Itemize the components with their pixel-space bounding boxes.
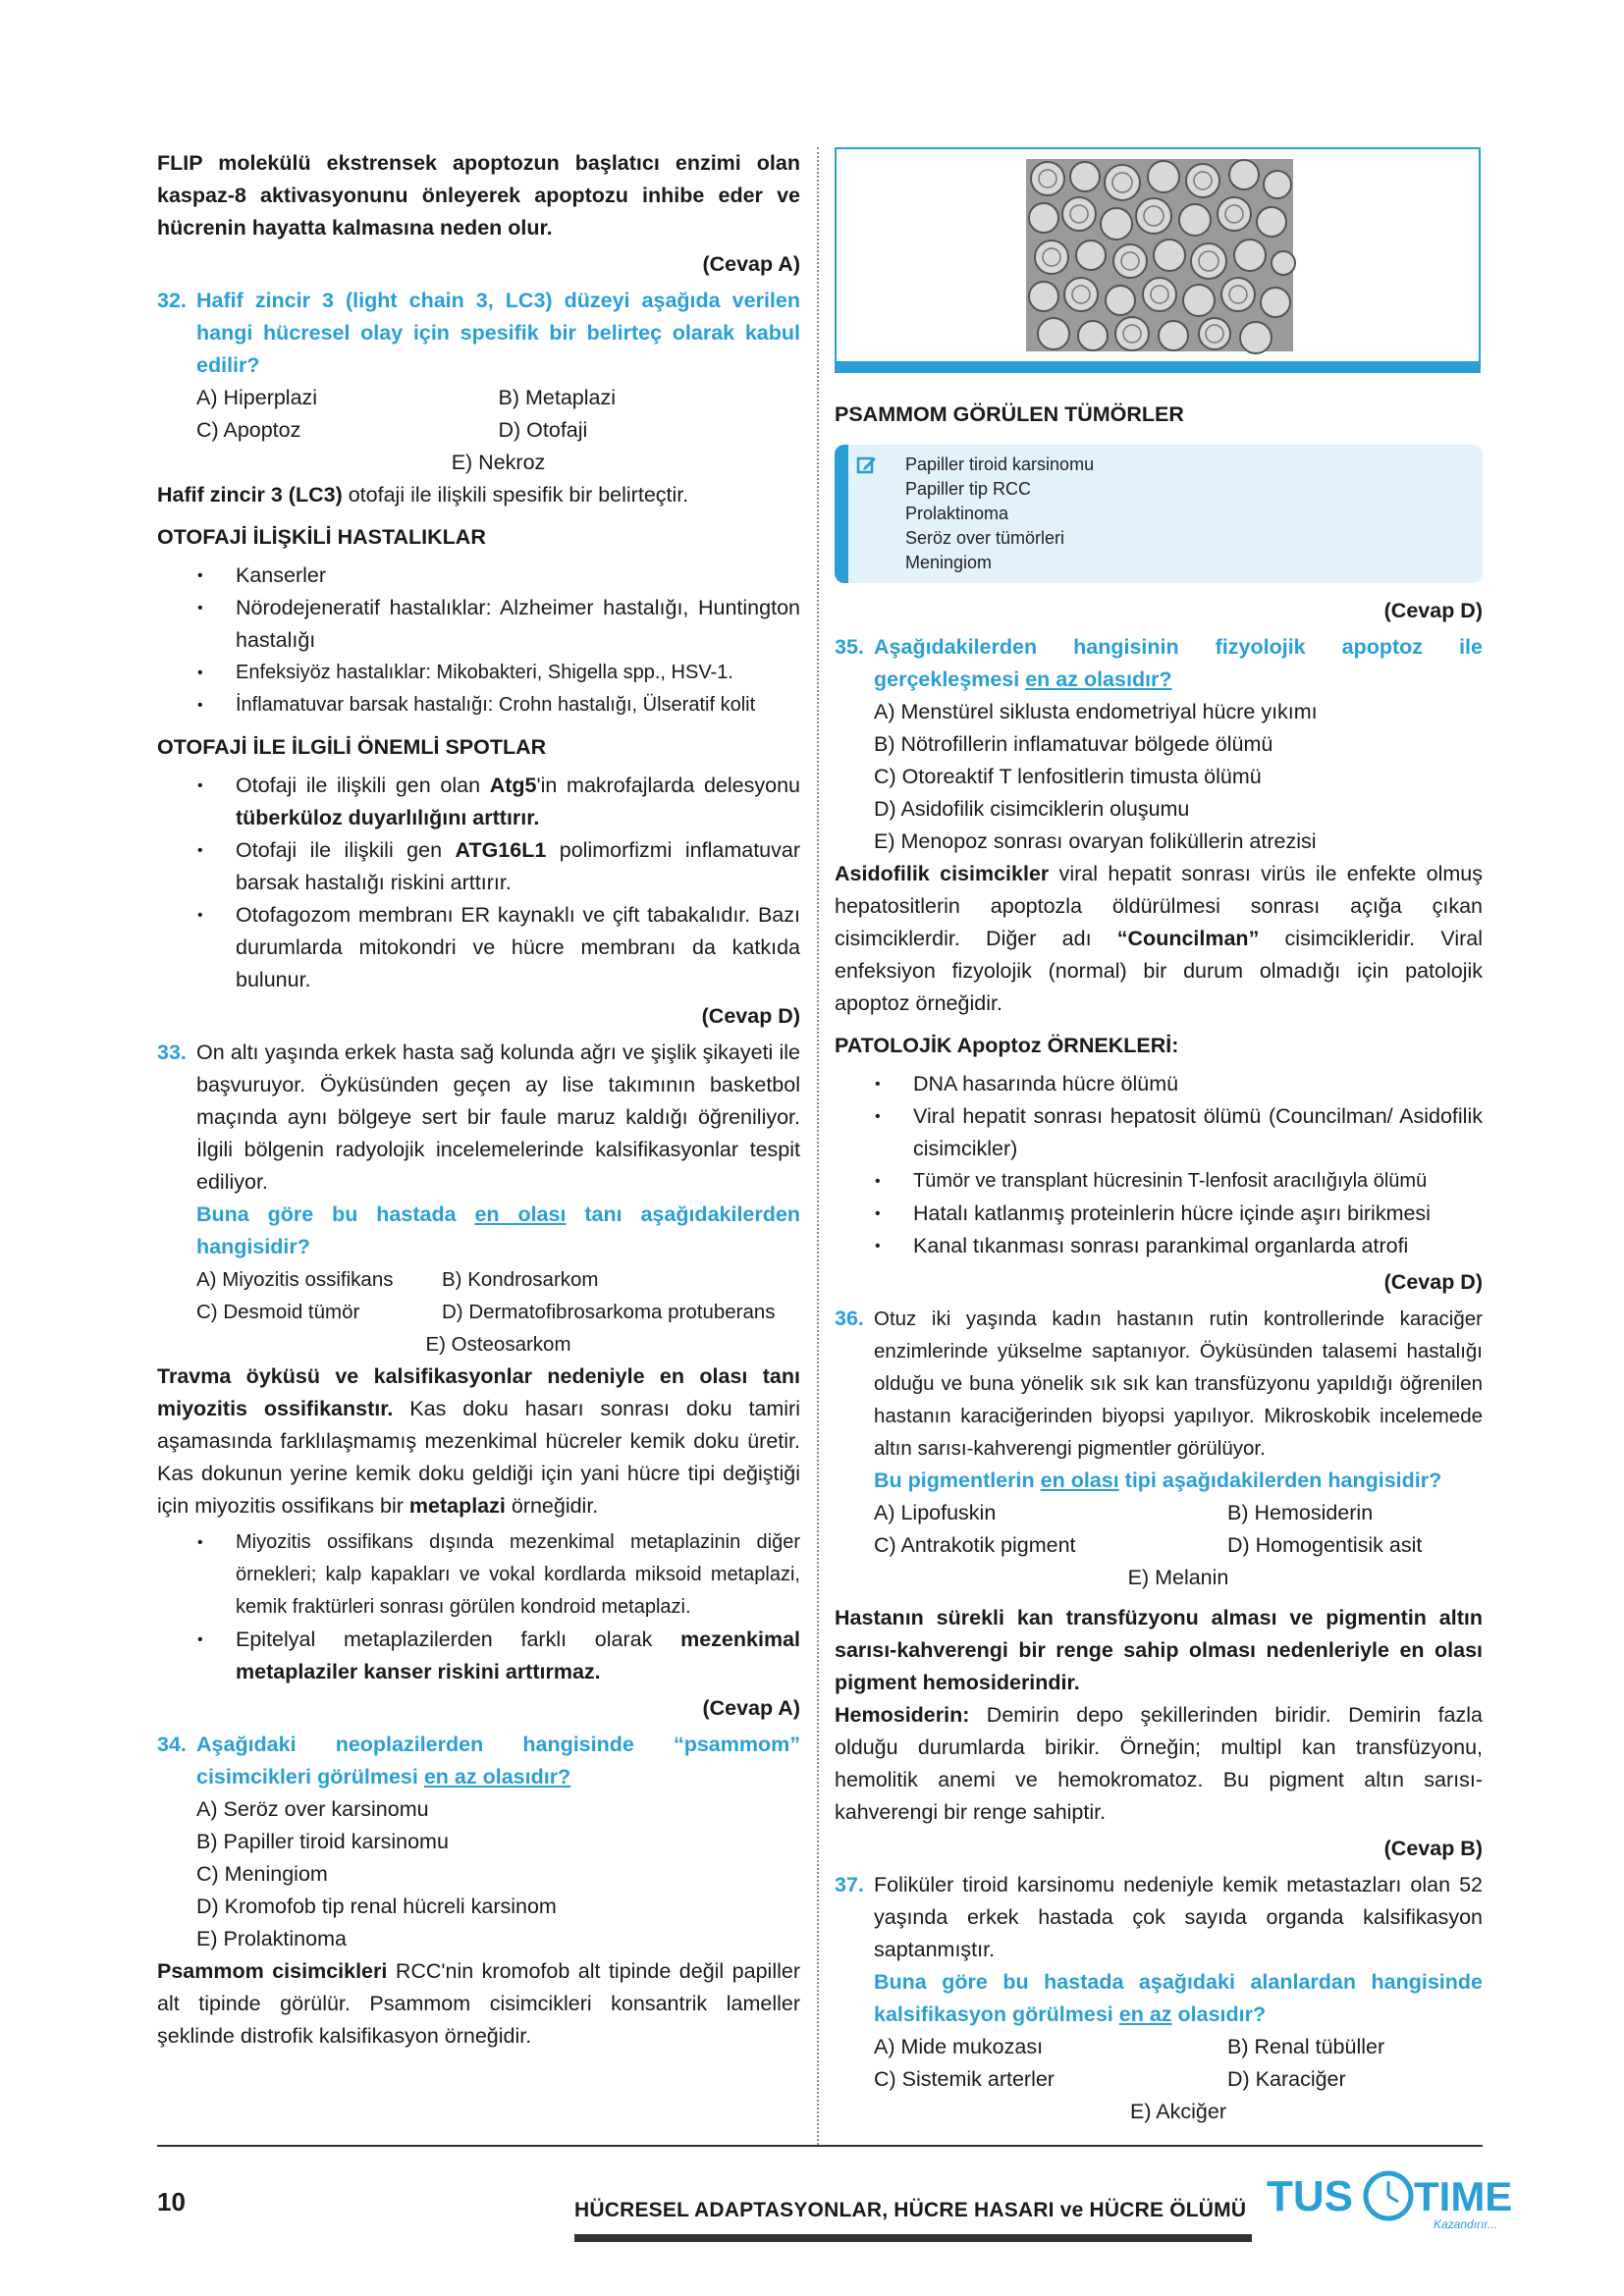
psammom-note-box [835,445,1483,583]
list-item: • Kanserler [236,560,800,592]
option-b: B) Kondrosarkom [442,1268,599,1291]
psammom-item: Seröz over tümörleri [905,528,1065,548]
option-e: E) Menopoz sonrası ovaryan foliküllerin atrezisi [874,829,1317,853]
question-32 [157,285,800,382]
heading-otofaji-spotlar: OTOFAJİ İLE İLGİLİ ÖNEMLİ SPOTLAR [157,735,547,759]
question-35 [835,631,1483,696]
explanation-text: Demirin depo şekillerinden biridir. Demirin fazla olduğu durumlarda birikir. Örneğin; multipl kan transfüzyonu, hemolitik anemi ve hemokromatoz. Bu pigment altın sarısı-kahverengi bir renge sahiptir. [835,1703,1483,1824]
option-b: B) Renal tübüller [1227,2035,1385,2058]
option-c: C) Meningiom [196,1862,328,1886]
micrograph-frame [835,147,1481,373]
otofaji-list [157,560,800,721]
option-c: C) Desmoid tümör [196,1301,360,1323]
question-ask: Bu pigmentlerin [874,1468,1041,1492]
logo-tus: TUS [1267,2172,1353,2220]
list-item: • Miyozitis ossifikans dışında mezenkimal metaplazinin diğer örnekleri; kalp kapakları ve vokal kordlarda miksoid metaplazi, kemik fraktürleri sonrası görülen kondroid metaplazi. [236,1526,800,1624]
question-stem: Otuz iki yaşında kadın hastanın rutin kontrollerinde karaciğer enzimlerinde yükselme saptanıyor. Öyküsünden talasemi hastalığı olduğu ve buna yönelik sık sık kan transfüzyonu yapıldığı öğrenilen hastanın karaciğerinden biyopsi yapılıyor. Mikroskobik incelemede altın sarısı-kahverengi pigmentler görülüyor. [874,1308,1483,1460]
question-ask: olasıdır? [1171,2002,1267,2026]
explanation-text: cisimcikleridir. Viral enfeksiyon fizyolojik (normal) bir durum olmadığı için patolojik apoptoz örneğidir. [835,927,1483,1015]
explanation-text: otofaji ile ilişkili spesifik bir belirteçtir. [342,483,689,507]
question-ask: Aşağıdaki neoplazilerden hangisinde “psammom” cisimcikleri görülmesi [196,1733,800,1789]
explanation-text: viral hepatit sonrası virüs ile enfekte olmuş hepatositlerin apoptozla öldürülmesi sonrası açığa çıkan cisimciklerdir. Diğer adı [835,862,1483,950]
right-column [835,147,1483,2128]
footer-bar [574,2234,1252,2242]
spot-text: Otofaji ile ilişkili gen olan [236,774,490,797]
tustime-logo [1267,2165,1513,2234]
question-36 [835,1303,1483,1465]
gene-name: ATG16L1 [455,838,547,862]
list-text: Epitelyal metaplazilerden farklı olarak [236,1628,681,1651]
page-number: 10 [157,2187,186,2216]
answer-36: (Cevap B) [1383,1837,1483,1860]
question-ask-underline: en olası [1040,1468,1119,1492]
explanation-32 [157,479,800,511]
question-ask: Aşağıdakilerden hangisinin fizyolojik apoptoz ile gerçekleşmesi [874,635,1483,691]
option-a: A) Lipofuskin [874,1501,997,1524]
intro-text: FLIP molekülü ekstrensek apoptozun başlatıcı enzimi olan kaspaz-8 aktivasyonunu önleyerek apoptozu inhibe eder ve hücrenin hayatta kalmasına neden olur. [157,151,800,240]
question-37-ask [835,1966,1483,2031]
explanation-bold: Asidofilik cisimcikler [835,862,1050,885]
clock-icon [1366,2173,1411,2218]
options-32 [157,382,800,447]
question-number: 33. [157,1041,187,1064]
option-c: C) Otoreaktif T lenfositlerin timusta ölümü [874,765,1262,788]
explanation-bold: “Councilman” [1116,927,1260,950]
spot-bold: tüberküloz duyarlılığını arttırır. [236,806,540,829]
explanation-36-bold: Hastanın sürekli kan transfüzyonu alması ve pigmentin altın sarısı-kahverengi bir renge sahip olması nedenleriyle en olası pigment hemosiderindir. [835,1606,1483,1694]
option-e: E) Nekroz [451,451,546,474]
option-e: E) Akciğer [1130,2100,1226,2123]
question-number: 37. [835,1873,864,1896]
list-item: • Tümör ve transplant hücresinin T-lenfosit aracılığıyla ölümü [913,1165,1483,1198]
answer-34: (Cevap D) [1383,599,1483,622]
question-ask: Buna göre bu hastada aşağıdaki alanlardan hangisinde kalsifikasyon görülmesi [874,1970,1483,2026]
psammom-item: Papiller tip RCC [905,479,1032,499]
option-d: D) Asidofilik cisimciklerin oluşumu [874,797,1190,821]
list-item [236,1624,800,1688]
patolojik-list [835,1068,1483,1262]
option-b: B) Metaplazi [498,386,616,409]
question-34 [157,1729,800,1793]
list-item: • Viral hepatit sonrası hepatosit ölümü (Councilman/ Asidofilik cisimcikler) [913,1100,1483,1165]
question-ask: tanı aşağıdakilerden hangisidir? [196,1202,800,1258]
option-b: B) Papiller tiroid karsinomu [196,1830,449,1853]
question-number: 32. [157,289,187,312]
spot-text: polimorfizmi inflamatuvar barsak hastalığı riskini arttırır. [236,838,801,894]
options-33 [157,1263,800,1328]
psammom-item: Papiller tiroid karsinomu [905,454,1095,474]
spot-list [157,770,800,996]
explanation-36 [835,1699,1483,1829]
psammom-item: Meningiom [905,553,993,572]
option-a: A) Menstürel siklusta endometriyal hücre yıkımı [874,700,1318,723]
list-item: • Nörodejeneratif hastalıklar: Alzheimer hastalığı, Huntington hastalığı [236,592,800,657]
spot-text: Otofaji ile ilişkili gen [236,838,456,862]
question-stem: On altı yaşında erkek hasta sağ kolunda ağrı ve şişlik şikayeti ile başvuruyor. Öyküsünden geçen ay lise takımının basketbol maçında aynı bölgeye sert bir faule maruz kaldığı öğreniliyor. İlgili bölgenin radyolojik incelemelerinde kalsifikasyonlar tespit ediliyor. [196,1041,800,1194]
question-33 [157,1037,800,1199]
list-item: • Hatalı katlanmış proteinlerin hücre içinde aşırı birikmesi [913,1198,1483,1230]
question-ask-underline: en az olasıdır? [423,1765,571,1789]
explanation-bold: Hafif zincir 3 (LC3) [157,483,343,507]
explanation-text: örneğidir. [505,1494,599,1518]
answer-32: (Cevap D) [701,1004,800,1028]
option-e: E) Prolaktinoma [196,1927,347,1950]
edit-note-icon [856,454,878,476]
list-item [236,770,800,834]
option-c: C) Apoptoz [196,418,301,442]
option-c: C) Sistemik arterler [874,2067,1055,2091]
question-text: Hafif zincir 3 (light chain 3, LC3) düzeyi aşağıda verilen hangi hücresel olay için spesifik bir belirteç olarak kabul edilir? [196,289,800,377]
list-bold: mezenkimal metaplaziler kanser riskini arttırmaz. [236,1628,800,1683]
list-item: • Enfeksiyöz hastalıklar: Mikobakteri, Shigella spp., HSV-1. [236,657,800,689]
footer-rule [157,2145,1483,2147]
list-item: • Otofagozom membranı ER kaynaklı ve çift tabakalıdır. Bazı durumlarda mitokondri ve hücre membranı da katkıda bulunur. [236,899,800,996]
question-ask-underline: en az [1118,2002,1172,2026]
explanation-bold: Travma öyküsü ve kalsifikasyonlar nedeniyle en olası tanı miyozitis ossifikanstır. [157,1364,800,1420]
spot-text: 'in makrofajlarda delesyonu [536,774,800,797]
option-d: D) Kromofob tip renal hücreli karsinom [196,1895,557,1918]
list-item: • Kanal tıkanması sonrası parankimal organlarda atrofi [913,1230,1483,1262]
psammoma-micrograph [1026,159,1293,351]
explanation-35 [835,858,1483,1020]
option-c: C) Antrakotik pigment [874,1533,1076,1557]
option-a: A) Miyozitis ossifikans [196,1268,394,1291]
left-column [157,147,800,2053]
explanation-33 [157,1361,800,1522]
question-ask: tipi aşağıdakilerden hangisidir? [1118,1468,1442,1492]
answer-33: (Cevap A) [702,1696,800,1720]
footer-title: HÜCRESEL ADAPTASYONLAR, HÜCRE HASARI ve HÜCRE ÖLÜMÜ [574,2199,1247,2221]
option-e: E) Osteosarkom [425,1333,571,1356]
option-d: D) Dermatofibrosarkoma protuberans [442,1301,776,1323]
explanation-bold: metaplazi [408,1494,506,1518]
explanation-bold: Psammom cisimcikleri [157,1959,388,1983]
option-d: D) Karaciğer [1227,2067,1346,2091]
option-a: A) Mide mukozası [874,2035,1044,2058]
explanation-bold: Hemosiderin: [835,1703,970,1727]
question-ask-underline: en olası [474,1202,567,1226]
explanation-text: Kas doku hasarı sonrası doku tamiri aşamasında farklılaşmamış mezenkimal hücreler kemik doku üretir. Kas dokunun yerine kemik doku geldiği için yani hücre tipi değiştiği için miyozitis ossifikans bir [157,1397,800,1518]
option-d: D) Otofaji [498,418,588,442]
list-item [236,834,800,899]
explanation-text: RCC'nin kromofob alt tipinde değil papiller alt tipinde görülür. Psammom cisimcikleri konsantrik lameller şeklinde distrofik kalsifikasyon örneğidir. [157,1959,800,2048]
question-ask-underline: en az olasıdır? [1025,667,1172,691]
column-divider [817,147,819,2145]
list-item: • DNA hasarında hücre ölümü [913,1068,1483,1100]
question-37 [835,1869,1483,1966]
logo-time: TIME [1414,2173,1513,2219]
option-b: B) Nötrofillerin inflamatuvar bölgede ölümü [874,732,1273,756]
option-d: D) Homogentisik asit [1227,1533,1423,1557]
options-37 [835,2031,1483,2096]
heading-otofaji-hastaliklar: OTOFAJİ İLİŞKİLİ HASTALIKLAR [157,525,486,549]
option-a: A) Hiperplazi [196,386,318,409]
option-a: A) Seröz over karsinomu [196,1797,429,1821]
options-36 [835,1497,1483,1562]
question-number: 35. [835,635,864,659]
gene-name: Atg5 [489,774,537,797]
question-number: 34. [157,1733,187,1756]
question-number: 36. [835,1307,864,1330]
answer-35: (Cevap D) [1383,1270,1483,1294]
metaplazi-list [157,1526,800,1688]
question-33-ask [157,1199,800,1263]
heading-psammom: PSAMMOM GÖRÜLEN TÜMÖRLER [835,402,1184,426]
logo-tagline: Kazandırır... [1434,2217,1497,2231]
list-item: • İnflamatuvar barsak hastalığı: Crohn hastalığı, Ülseratif kolit [236,689,800,721]
question-36-ask [835,1465,1483,1497]
option-e: E) Melanin [1127,1566,1229,1589]
psammom-item: Prolaktinoma [905,504,1009,523]
question-ask: Buna göre bu hastada [196,1202,475,1226]
heading-patolojik: PATOLOJİK Apoptoz ÖRNEKLERİ: [835,1034,1179,1057]
answer-31: (Cevap A) [702,252,800,276]
explanation-34 [157,1955,800,2053]
option-b: B) Hemosiderin [1227,1501,1374,1524]
question-stem: Foliküler tiroid karsinomu nedeniyle kemik metastazları olan 52 yaşında erkek hastada çok sayıda organda kalsifikasyon saptanmıştır. [874,1873,1483,1961]
